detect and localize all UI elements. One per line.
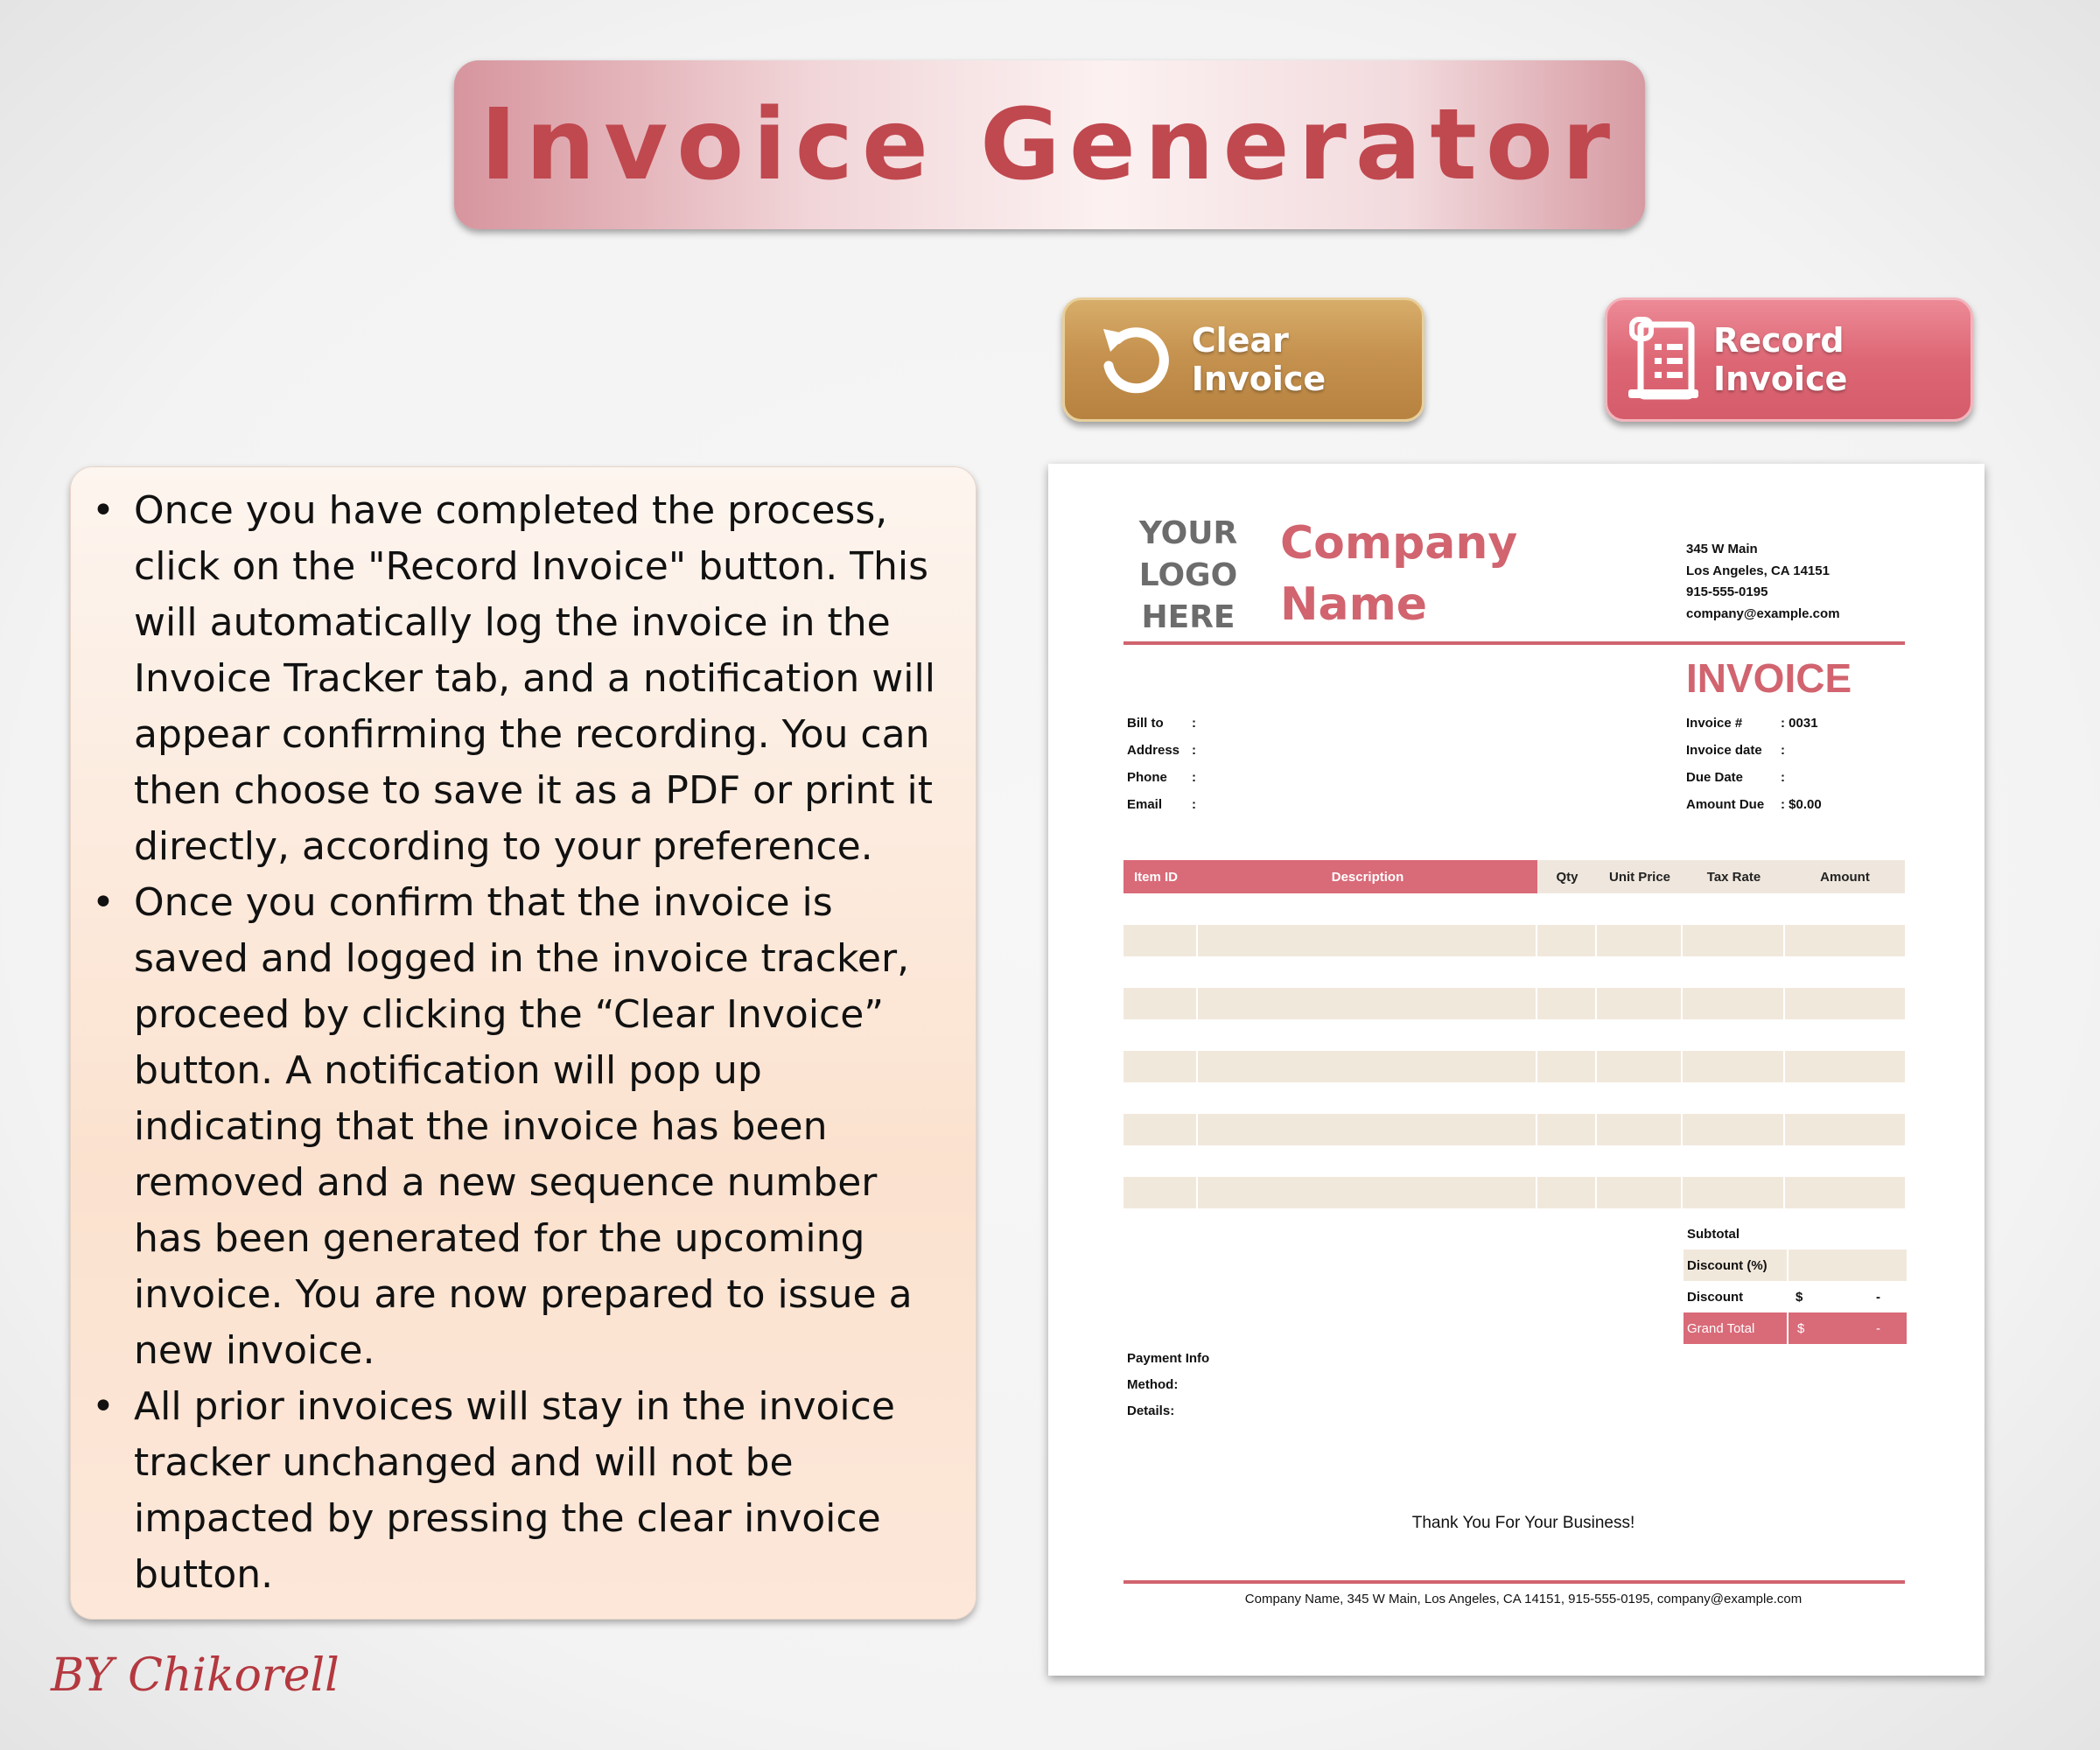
discount-amount: - (1876, 1289, 1880, 1305)
field-value[interactable]: : (1192, 716, 1196, 731)
table-row[interactable] (1124, 1051, 1905, 1082)
instruction-item: • All prior invoices will stay in the invoice tracker unchanged and will not be impacted by pressing the clear invoice button. (90, 1379, 955, 1603)
subtotal-value (1787, 1218, 1907, 1250)
discount-pct-label: Discount (%) (1684, 1250, 1787, 1281)
table-row[interactable] (1124, 1114, 1905, 1145)
discount-value (1787, 1281, 1907, 1312)
invoice-title: INVOICE (1686, 655, 1852, 701)
instruction-item: • Once you have completed the process, click on the "Record Invoice" button. This will automatically log the invoice in the Invoice Tracker tab, and a notification will appear confirming the recording. You can then choose to save it as a PDF or print it directly, according to your preference. (90, 483, 955, 875)
subtotal-label: Subtotal (1687, 1226, 1740, 1242)
column-header: Tax Rate (1683, 860, 1785, 893)
field-value[interactable]: : (1192, 797, 1196, 812)
payment-method-label: Method: (1127, 1377, 1179, 1392)
field-label: Due Date (1686, 770, 1744, 785)
totals-section (1684, 1218, 1907, 1344)
company-name-line: Company (1280, 517, 1518, 570)
invoice-date[interactable]: : (1781, 743, 1785, 758)
email-line: company@example.com (1686, 606, 1840, 621)
grand-total-amount: - (1876, 1320, 1880, 1336)
table-row[interactable] (1124, 988, 1905, 1019)
grand-total-value (1788, 1312, 1907, 1344)
bill-field (1127, 716, 1196, 743)
address-line: 345 W Main (1686, 542, 1758, 556)
instructions-panel (70, 466, 976, 1620)
currency-symbol: $ (1796, 1289, 1803, 1305)
field-label: Amount Due (1686, 797, 1765, 812)
record-invoice-label: Record Invoice (1712, 321, 1848, 398)
bill-to-section (1127, 716, 1196, 824)
address-line: Los Angeles, CA 14151 (1686, 563, 1830, 578)
column-header: Unit Price (1597, 860, 1683, 893)
invoice-meta-section (1686, 716, 1822, 824)
logo-line: LOGO (1138, 557, 1238, 593)
field-value[interactable]: : (1192, 770, 1196, 785)
invoice-number: : 0031 (1781, 716, 1818, 731)
field-label: Invoice # (1686, 716, 1743, 731)
field-label: Phone (1127, 770, 1167, 785)
table-row[interactable] (1124, 1177, 1905, 1208)
clear-invoice-button[interactable] (1062, 298, 1424, 422)
meta-field (1686, 716, 1822, 743)
payment-details-label: Details: (1127, 1404, 1175, 1418)
currency-symbol: $ (1797, 1320, 1805, 1336)
author-signature: BY Chikorell (51, 1649, 340, 1702)
meta-field (1686, 797, 1822, 824)
page-title: Invoice Generator (480, 88, 1620, 202)
clear-invoice-label: Clear Invoice (1191, 321, 1326, 398)
logo-placeholder (1136, 513, 1241, 639)
company-name (1280, 513, 1517, 635)
column-header: Description (1198, 860, 1537, 893)
footer-divider (1124, 1580, 1905, 1584)
invoice-preview (1048, 464, 1984, 1676)
field-value[interactable]: : (1192, 743, 1196, 758)
logo-line: HERE (1141, 599, 1236, 635)
discount-label: Discount (1687, 1289, 1744, 1305)
column-header: Amount (1785, 860, 1905, 893)
grand-total-label: Grand Total (1684, 1312, 1787, 1344)
record-invoice-button[interactable] (1605, 298, 1973, 422)
due-date[interactable]: : (1781, 770, 1785, 785)
discount-pct-input[interactable] (1788, 1250, 1907, 1281)
column-header: Qty (1537, 860, 1597, 893)
meta-field (1686, 770, 1822, 797)
meta-field (1686, 743, 1822, 770)
field-label: Address (1127, 743, 1180, 758)
header-divider (1124, 641, 1905, 645)
column-header: Item ID (1124, 860, 1198, 893)
phone-line: 915-555-0195 (1686, 584, 1768, 599)
items-table (1124, 860, 1905, 1208)
thank-you-message: Thank You For Your Business! (1411, 1514, 1635, 1532)
amount-due: : $0.00 (1781, 797, 1822, 812)
title-banner (454, 60, 1645, 229)
discount-row (1684, 1281, 1907, 1312)
invoice-footer: Company Name, 345 W Main, Los Angeles, CA 14151, 915-555-0195, company@example.com (1244, 1592, 1802, 1606)
table-row[interactable] (1124, 925, 1905, 956)
refresh-icon (1091, 316, 1174, 403)
payment-info-title: Payment Info (1127, 1351, 1210, 1366)
subtotal-row (1684, 1218, 1907, 1250)
bill-field (1127, 743, 1196, 770)
receipt-icon (1625, 316, 1706, 403)
discount-pct-row (1684, 1250, 1907, 1281)
table-header (1124, 860, 1905, 893)
field-label: Invoice date (1686, 743, 1762, 758)
bill-field (1127, 797, 1196, 824)
payment-info (1127, 1346, 1209, 1424)
company-name-line: Name (1280, 578, 1428, 631)
instruction-item: • Once you confirm that the invoice is saved and logged in the invoice tracker, proceed by clicking the “Clear Invoice” button. A notification will pop up indicating that the invoice has been removed and a new sequence number has been generated for the upcoming invoice. You are now prepared to issue a new invoice. (90, 875, 955, 1379)
company-address (1686, 539, 1840, 625)
bill-field (1127, 770, 1196, 797)
logo-line: YOUR (1138, 515, 1238, 551)
field-label: Bill to (1127, 716, 1164, 731)
field-label: Email (1127, 797, 1163, 812)
grand-total-row (1684, 1312, 1907, 1344)
